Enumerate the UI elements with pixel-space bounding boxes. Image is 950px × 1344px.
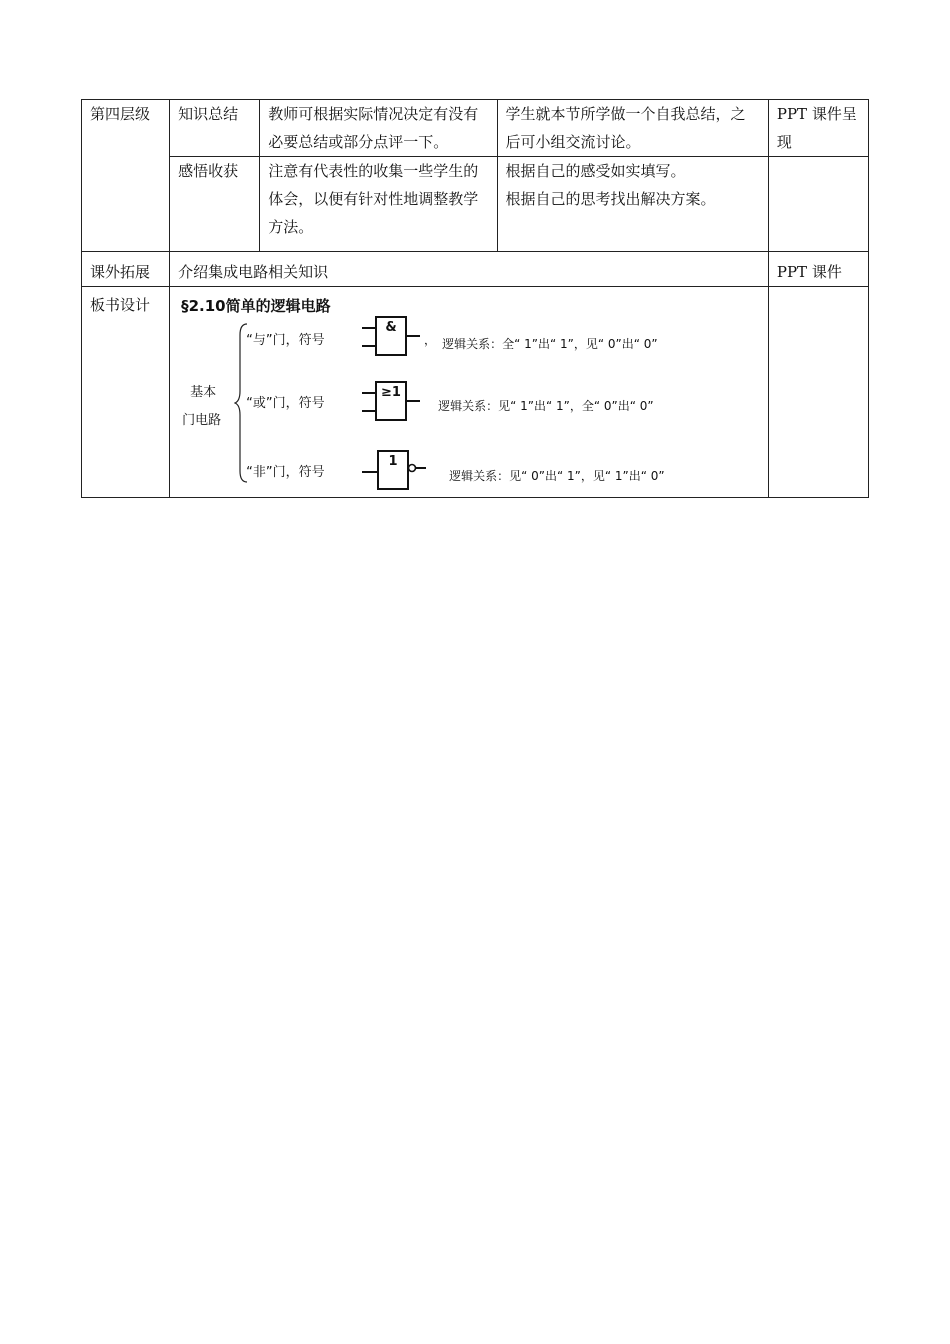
basic-gates-label: 基本 xyxy=(190,385,217,400)
not-gate-relation: 逻辑关系：见“ 0”出“ 1”，见“ 1”出“ 0” xyxy=(449,469,665,483)
board-design-cell xyxy=(170,287,769,498)
board-title: §2.10简单的逻辑电路 xyxy=(181,297,331,315)
extension-label-cell: 课外拓展 xyxy=(82,252,170,287)
not-gate-symbol-icon xyxy=(362,447,432,493)
stage-cell: 知识总结 xyxy=(170,100,260,157)
or-gate-symbol-icon xyxy=(362,380,432,426)
or-gate-label: ≥1 xyxy=(381,385,402,400)
table-row xyxy=(82,157,869,252)
lesson-plan-table xyxy=(81,99,869,498)
student-activity-line: 根据自己的思考找出解决方案。 xyxy=(505,190,716,208)
table-row xyxy=(82,287,869,498)
board-label-cell: 板书设计 xyxy=(82,287,170,498)
and-gate-name: “与”门，符号 xyxy=(246,333,325,348)
stage-cell: 感悟收获 xyxy=(170,157,260,252)
board-design xyxy=(170,287,768,497)
or-gate-name: “或”门，符号 xyxy=(246,396,325,411)
table-row xyxy=(82,252,869,287)
teacher-activity-cell: 注意有代表性的收集一些学生的体会，以便有针对性地调整教学方法。 xyxy=(260,157,497,252)
media-cell xyxy=(768,157,868,252)
student-activity-cell xyxy=(497,157,768,252)
extension-media-cell: PPT 课件 xyxy=(768,252,868,287)
extension-content-cell: 介绍集成电路相关知识 xyxy=(170,252,769,287)
not-gate-label: 1 xyxy=(388,454,398,469)
teacher-activity-cell: 教师可根据实际情况决定有没有必要总结或部分点评一下。 xyxy=(260,100,497,157)
and-gate-symbol-icon xyxy=(362,315,437,361)
and-gate-label: & xyxy=(385,320,397,335)
table-row xyxy=(82,100,869,157)
level-cell: 第四层级 xyxy=(82,100,170,252)
student-activity-cell: 学生就本节所学做一个自我总结，之后可小组交流讨论。 xyxy=(497,100,768,157)
and-gate-trailing-comma: ， xyxy=(424,333,437,347)
and-gate-relation: 逻辑关系：全“ 1”出“ 1”，见“ 0”出“ 0” xyxy=(442,337,658,351)
basic-gates-label: 门电路 xyxy=(182,413,222,428)
not-gate-name: “非”门，符号 xyxy=(246,465,325,480)
or-gate-relation: 逻辑关系：见“ 1”出“ 1”，全“ 0”出“ 0” xyxy=(438,399,654,413)
student-activity-line: 根据自己的感受如实填写。 xyxy=(505,162,686,180)
board-media-cell xyxy=(768,287,868,498)
media-cell: PPT 课件呈现 xyxy=(768,100,868,157)
